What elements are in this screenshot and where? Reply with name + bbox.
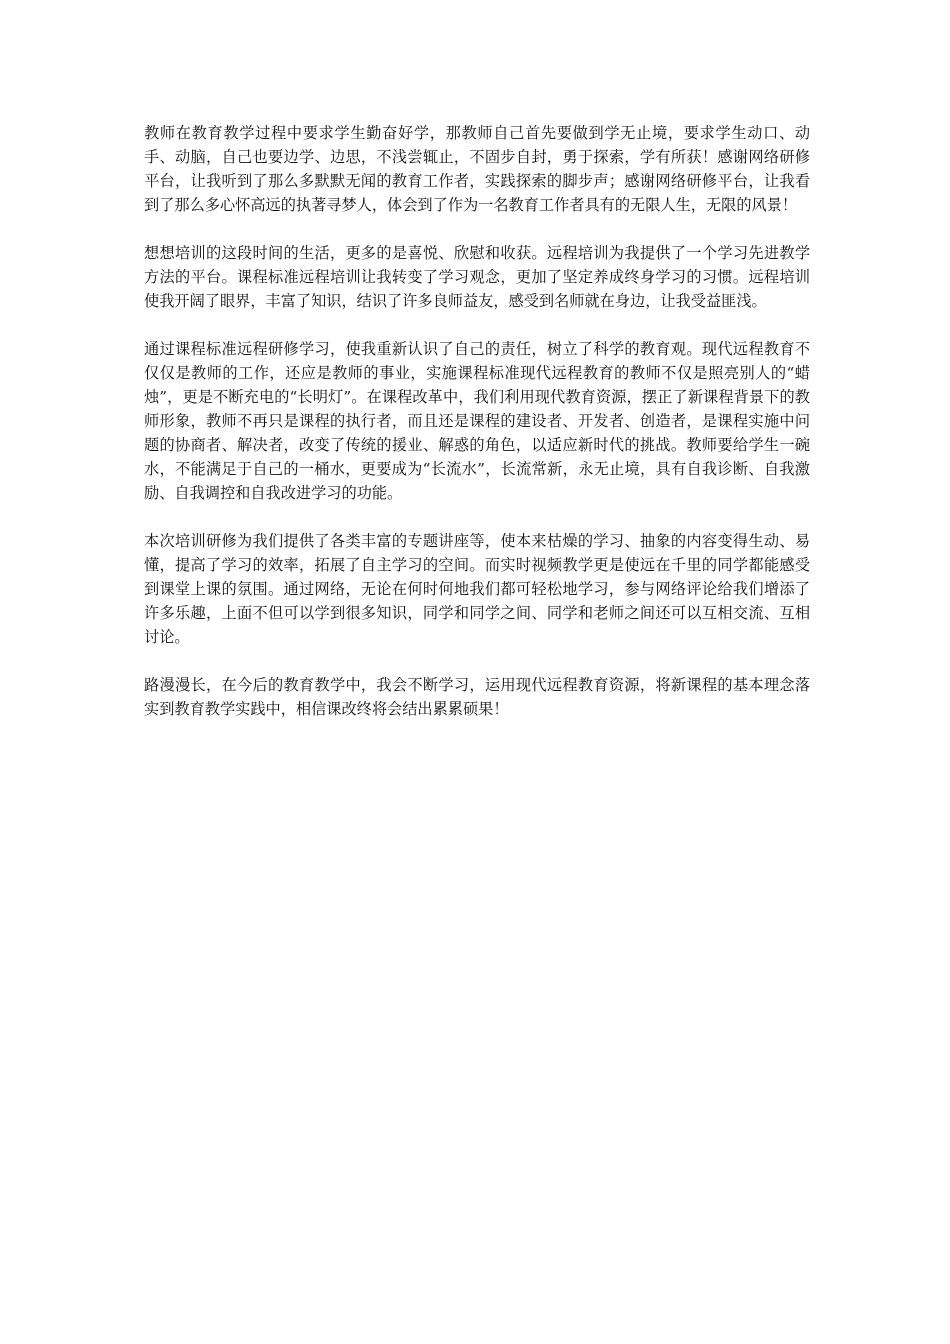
paragraph-2: 想想培训的这段时间的生活，更多的是喜悦、欣慰和收获。远程培训为我提供了一个学习先进教学方法的平台。课程标准远程培训让我转变了学习观念，更加了坚定养成终身学习的习惯。远程培训使我开阔了眼界，丰富了知识，结识了许多良师益友，感受到名师就在身边，让我受益匪浅。 [144, 244, 810, 310]
paragraph-1: 教师在教育教学过程中要求学生勤奋好学，那教师自己首先要做到学无止境，要求学生动口、动手、动脑，自己也要边学、边思，不浅尝辄止，不固步自封，勇于探索，学有所获！感谢网络研修平台，让我听到了那么多默默无闻的教育工作者，实践探索的脚步声；感谢网络研修平台，让我看到了那么多心怀高远的执著寻梦人，体会到了作为一名教育工作者具有的无限人生，无限的风景！ [144, 124, 810, 214]
paragraph-4: 本次培训研修为我们提供了各类丰富的专题讲座等，使本来枯燥的学习、抽象的内容变得生动、易懂，提高了学习的效率，拓展了自主学习的空间。而实时视频教学更是使远在千里的同学都能感受到课堂上课的氛围。通过网络，无论在何时何地我们都可轻松地学习，参与网络评论给我们增添了许多乐趣，上面不但可以学到很多知识，同学和同学之间、同学和老师之间还可以互相交流、互相讨论。 [144, 532, 810, 646]
paragraph-5: 路漫漫长，在今后的教育教学中，我会不断学习，运用现代远程教育资源，将新课程的基本理念落实到教育教学实践中，相信课改终将会结出累累硕果！ [144, 676, 810, 718]
document-body [144, 121, 810, 745]
paragraph-3: 通过课程标准远程研修学习，使我重新认识了自己的责任，树立了科学的教育观。现代远程教育不仅仅是教师的工作，还应是教师的事业，实施课程标准现代远程教育的教师不仅是照亮别人的“蜡烛”，更是不断充电的“长明灯”。在课程改革中，我们利用现代教育资源，摆正了新课程背景下的教师形象，教师不再只是课程的执行者，而且还是课程的建设者、开发者、创造者，是课程实施中问题的协商者、解决者，改变了传统的援业、解惑的角色，以适应新时代的挑战。教师要给学生一碗水，不能满足于自己的一桶水，更要成为“长流水”，长流常新，永无止境，具有自我诊断、自我激励、自我调控和自我改进学习的功能。 [144, 340, 810, 502]
